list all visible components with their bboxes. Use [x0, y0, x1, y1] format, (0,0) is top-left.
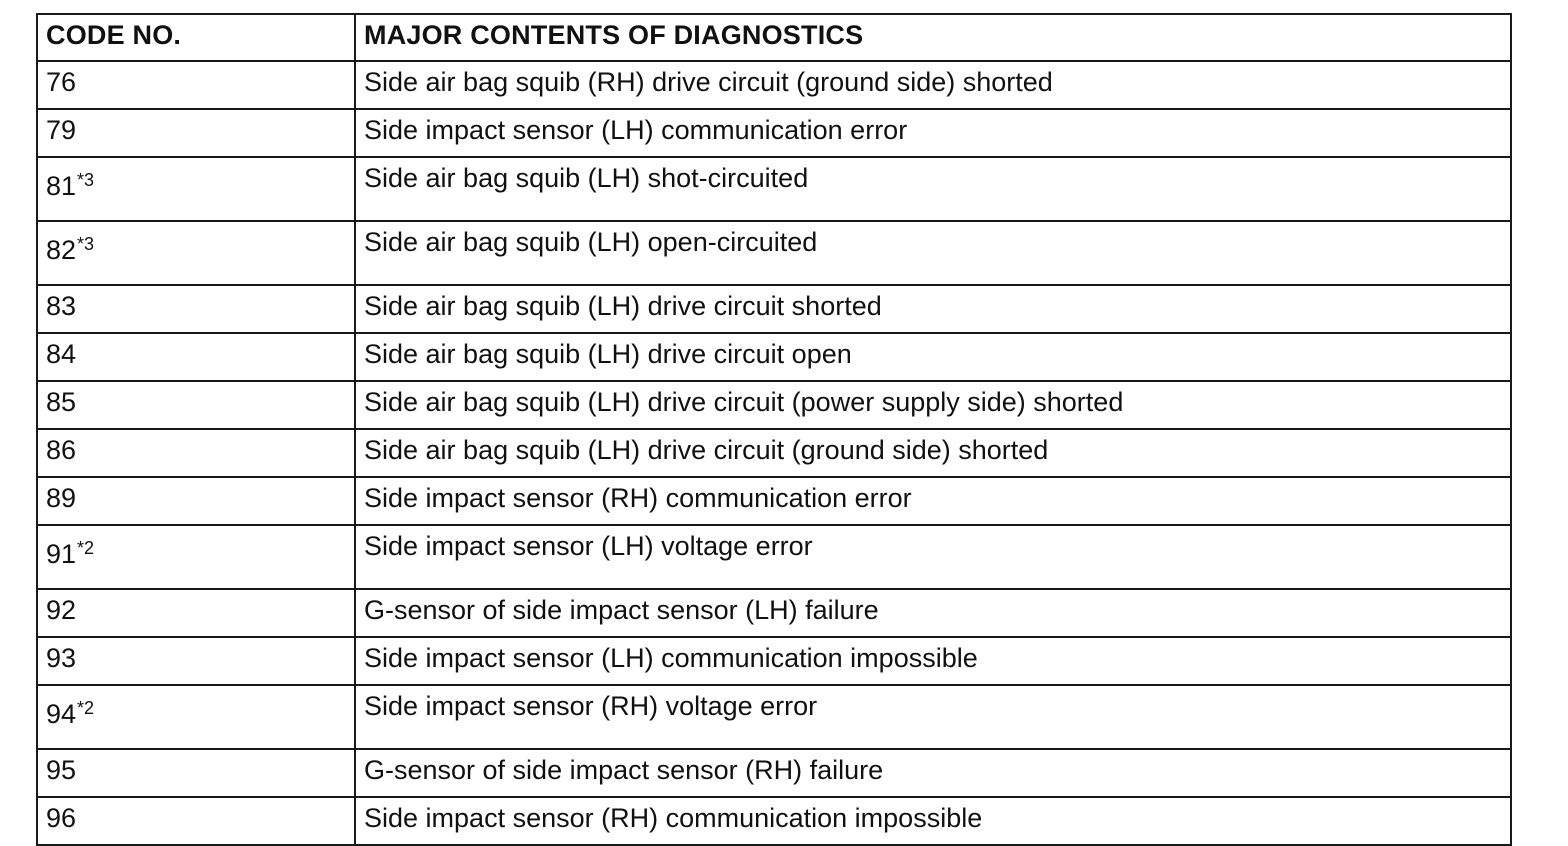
- content-cell: G-sensor of side impact sensor (RH) failure: [355, 749, 1511, 797]
- code-number: 76: [46, 67, 77, 97]
- code-cell: [37, 749, 355, 797]
- table-row: [37, 589, 1511, 637]
- code-cell: [37, 285, 355, 333]
- code-cell: [37, 61, 355, 109]
- table-row: [37, 61, 1511, 109]
- header-code-no: CODE NO.: [37, 14, 355, 61]
- code-number: 95: [46, 755, 77, 785]
- code-cell: [37, 477, 355, 525]
- code-number: 81: [46, 171, 77, 201]
- code-number: 79: [46, 115, 77, 145]
- table-row: [37, 749, 1511, 797]
- code-cell: [37, 685, 355, 749]
- code-cell: [37, 797, 355, 845]
- footnote-marker: *3: [77, 170, 95, 190]
- table-header-row: [37, 14, 1511, 61]
- table-row: [37, 685, 1511, 749]
- code-number: 93: [46, 643, 77, 673]
- code-number: 86: [46, 435, 77, 465]
- table-row: [37, 285, 1511, 333]
- content-cell: Side air bag squib (LH) drive circuit shorted: [355, 285, 1511, 333]
- content-cell: G-sensor of side impact sensor (LH) failure: [355, 589, 1511, 637]
- table-row: [37, 221, 1511, 285]
- table-row: [37, 637, 1511, 685]
- content-cell: Side air bag squib (LH) open-circuited: [355, 221, 1511, 285]
- table-row: [37, 797, 1511, 845]
- code-cell: [37, 381, 355, 429]
- content-cell: Side air bag squib (LH) drive circuit open: [355, 333, 1511, 381]
- code-cell: [37, 525, 355, 589]
- table-row: [37, 525, 1511, 589]
- content-cell: Side impact sensor (RH) communication error: [355, 477, 1511, 525]
- table-row: [37, 333, 1511, 381]
- content-cell: Side air bag squib (LH) drive circuit (power supply side) shorted: [355, 381, 1511, 429]
- header-major-contents: MAJOR CONTENTS OF DIAGNOSTICS: [355, 14, 1511, 61]
- code-number: 83: [46, 291, 77, 321]
- content-cell: Side impact sensor (RH) communication impossible: [355, 797, 1511, 845]
- table-row: [37, 381, 1511, 429]
- code-cell: [37, 333, 355, 381]
- code-number: 82: [46, 235, 77, 265]
- code-number: 84: [46, 339, 77, 369]
- content-cell: Side air bag squib (RH) drive circuit (ground side) shorted: [355, 61, 1511, 109]
- table-row: [37, 477, 1511, 525]
- code-cell: [37, 157, 355, 221]
- content-cell: Side impact sensor (LH) voltage error: [355, 525, 1511, 589]
- table-row: [37, 157, 1511, 221]
- code-cell: [37, 429, 355, 477]
- footnote-marker: *2: [77, 698, 95, 718]
- content-cell: Side impact sensor (LH) communication impossible: [355, 637, 1511, 685]
- code-number: 92: [46, 595, 77, 625]
- footnote-marker: *2: [77, 538, 95, 558]
- content-cell: Side air bag squib (LH) shot-circuited: [355, 157, 1511, 221]
- code-number: 91: [46, 539, 77, 569]
- table-row: [37, 429, 1511, 477]
- table-row: [37, 109, 1511, 157]
- content-cell: Side air bag squib (LH) drive circuit (ground side) shorted: [355, 429, 1511, 477]
- code-number: 89: [46, 483, 77, 513]
- code-cell: [37, 109, 355, 157]
- footnote-marker: *3: [77, 234, 95, 254]
- code-number: 94: [46, 699, 77, 729]
- content-cell: Side impact sensor (LH) communication error: [355, 109, 1511, 157]
- code-number: 96: [46, 803, 77, 833]
- code-cell: [37, 637, 355, 685]
- content-cell: Side impact sensor (RH) voltage error: [355, 685, 1511, 749]
- diagnostic-code-table: [36, 13, 1512, 846]
- code-cell: [37, 221, 355, 285]
- code-number: 85: [46, 387, 77, 417]
- code-cell: [37, 589, 355, 637]
